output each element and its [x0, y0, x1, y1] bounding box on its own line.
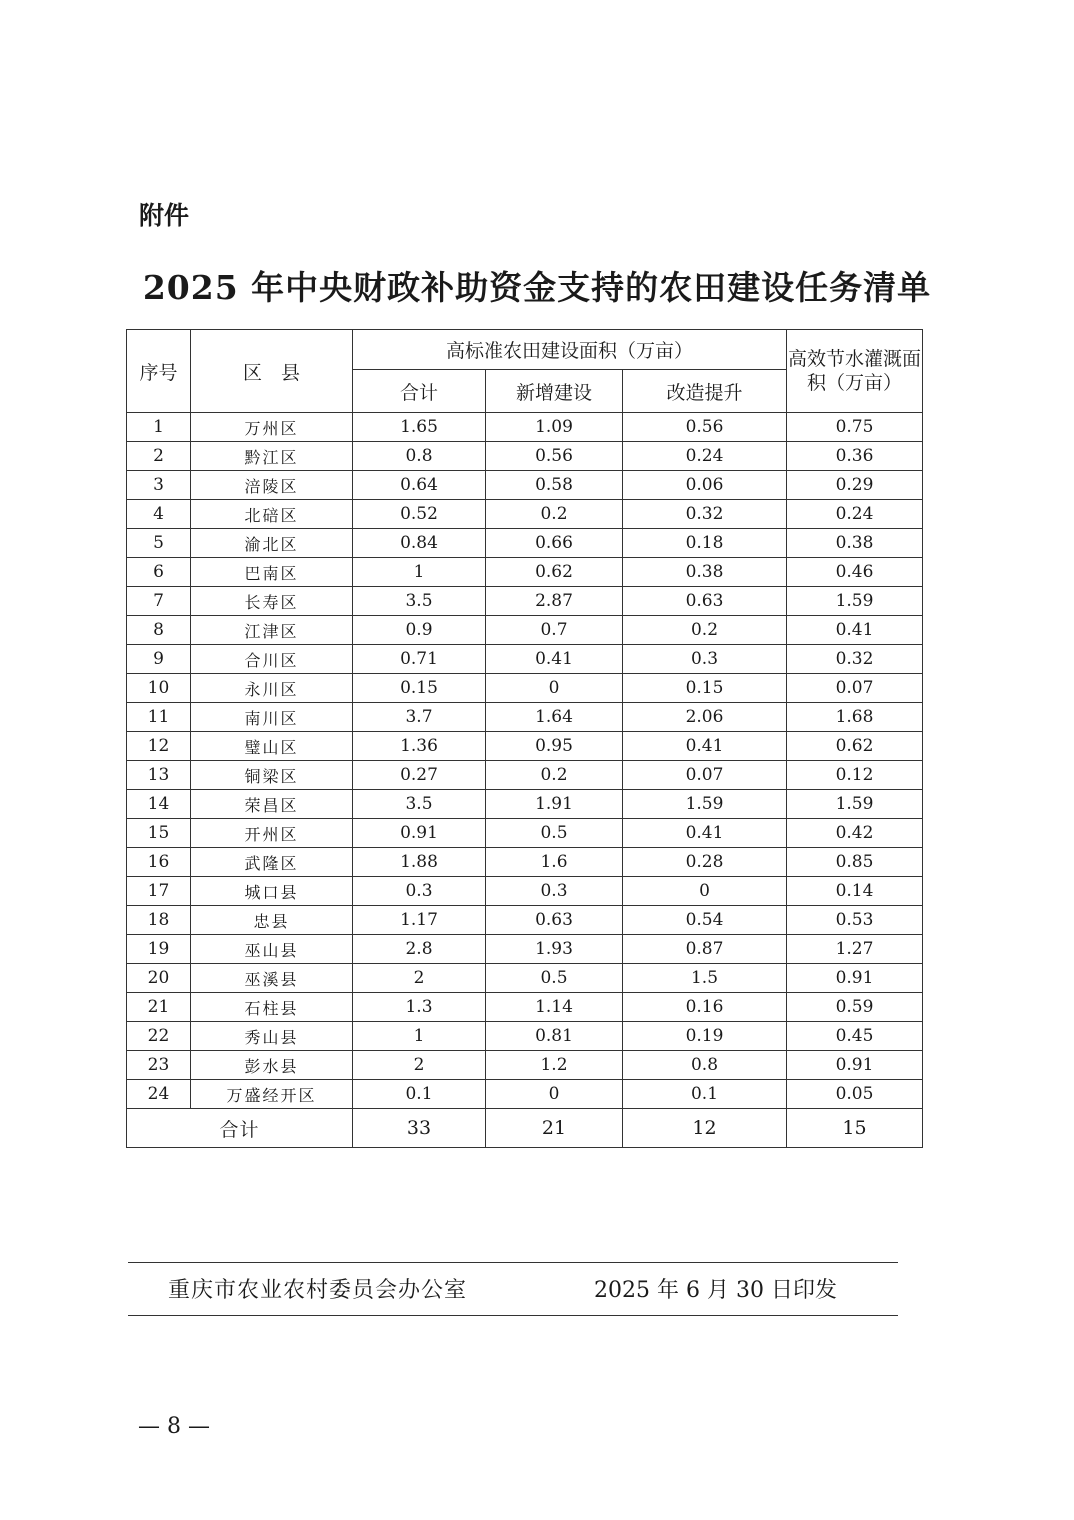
cell-county: 巴南区: [191, 558, 353, 587]
cell-total: 0.71: [353, 645, 486, 674]
cell-total: 0.27: [353, 761, 486, 790]
document-title: 2025 年中央财政补助资金支持的农田建设任务清单: [142, 268, 932, 307]
table-row: [127, 703, 923, 732]
cell-new: 0.5: [486, 964, 623, 993]
cell-upgrade: 0.06: [623, 471, 787, 500]
cell-irrigation: 0.07: [787, 674, 923, 703]
cell-total: 0.8: [353, 442, 486, 471]
cell-new: 1.93: [486, 935, 623, 964]
cell-no: 22: [127, 1022, 191, 1051]
cell-new: 1.91: [486, 790, 623, 819]
cell-upgrade: 0.63: [623, 587, 787, 616]
cell-total: 0.64: [353, 471, 486, 500]
cell-upgrade: 0.16: [623, 993, 787, 1022]
cell-upgrade: 0.54: [623, 906, 787, 935]
totals-label: 合计: [127, 1109, 353, 1148]
cell-irrigation: 1.68: [787, 703, 923, 732]
cell-upgrade: 0.41: [623, 819, 787, 848]
cell-no: 5: [127, 529, 191, 558]
cell-irrigation: 0.41: [787, 616, 923, 645]
cell-total: 0.91: [353, 819, 486, 848]
cell-no: 15: [127, 819, 191, 848]
cell-total: 2: [353, 1051, 486, 1080]
cell-no: 11: [127, 703, 191, 732]
cell-county: 城口县: [191, 877, 353, 906]
cell-new: 0: [486, 1080, 623, 1109]
cell-upgrade: 0.38: [623, 558, 787, 587]
cell-upgrade: 0.24: [623, 442, 787, 471]
table-row: [127, 616, 923, 645]
cell-no: 6: [127, 558, 191, 587]
cell-upgrade: 0.15: [623, 674, 787, 703]
cell-total: 2.8: [353, 935, 486, 964]
cell-county: 巫山县: [191, 935, 353, 964]
cell-irrigation: 0.14: [787, 877, 923, 906]
cell-new: 1.6: [486, 848, 623, 877]
header-seq: 序号: [127, 330, 191, 413]
cell-total: 0.1: [353, 1080, 486, 1109]
table-row: [127, 906, 923, 935]
attachment-label: 附件: [139, 201, 190, 230]
cell-upgrade: 0.8: [623, 1051, 787, 1080]
cell-irrigation: 0.91: [787, 964, 923, 993]
cell-county: 开州区: [191, 819, 353, 848]
cell-irrigation: 0.45: [787, 1022, 923, 1051]
cell-no: 17: [127, 877, 191, 906]
issue-date: 2025 年 6 月 30 日印发: [594, 1278, 837, 1303]
cell-total: 0.52: [353, 500, 486, 529]
cell-new: 1.14: [486, 993, 623, 1022]
cell-no: 21: [127, 993, 191, 1022]
cell-new: 0.41: [486, 645, 623, 674]
cell-irrigation: 1.27: [787, 935, 923, 964]
table-row: [127, 848, 923, 877]
cell-new: 0.2: [486, 500, 623, 529]
cell-irrigation: 0.46: [787, 558, 923, 587]
table-row: [127, 1051, 923, 1080]
cell-total: 3.5: [353, 790, 486, 819]
cell-upgrade: 0.18: [623, 529, 787, 558]
cell-new: 1.09: [486, 413, 623, 442]
cell-county: 永川区: [191, 674, 353, 703]
cell-no: 7: [127, 587, 191, 616]
cell-new: 0.3: [486, 877, 623, 906]
cell-new: 0.5: [486, 819, 623, 848]
cell-total: 1.65: [353, 413, 486, 442]
header-new: 新增建设: [486, 370, 623, 413]
cell-irrigation: 0.62: [787, 732, 923, 761]
cell-new: 0.95: [486, 732, 623, 761]
table-row: [127, 790, 923, 819]
cell-new: 0.63: [486, 906, 623, 935]
table-row: [127, 558, 923, 587]
cell-upgrade: 0.2: [623, 616, 787, 645]
cell-new: 0.58: [486, 471, 623, 500]
cell-no: 1: [127, 413, 191, 442]
cell-county: 涪陵区: [191, 471, 353, 500]
cell-no: 2: [127, 442, 191, 471]
cell-no: 4: [127, 500, 191, 529]
totals-new: 21: [486, 1109, 623, 1148]
cell-total: 1: [353, 558, 486, 587]
cell-county: 石柱县: [191, 993, 353, 1022]
cell-irrigation: 0.75: [787, 413, 923, 442]
cell-upgrade: 1.5: [623, 964, 787, 993]
table-row: [127, 877, 923, 906]
cell-no: 24: [127, 1080, 191, 1109]
cell-new: 0.66: [486, 529, 623, 558]
cell-no: 23: [127, 1051, 191, 1080]
cell-irrigation: 0.91: [787, 1051, 923, 1080]
table-row: [127, 1022, 923, 1051]
table-row: [127, 819, 923, 848]
cell-total: 2: [353, 964, 486, 993]
cell-county: 秀山县: [191, 1022, 353, 1051]
cell-upgrade: 0.87: [623, 935, 787, 964]
cell-irrigation: 0.42: [787, 819, 923, 848]
header-county: 区 县: [191, 330, 353, 413]
cell-upgrade: 0: [623, 877, 787, 906]
cell-no: 10: [127, 674, 191, 703]
cell-irrigation: 1.59: [787, 587, 923, 616]
cell-irrigation: 0.24: [787, 500, 923, 529]
cell-irrigation: 0.29: [787, 471, 923, 500]
cell-total: 1.17: [353, 906, 486, 935]
cell-no: 8: [127, 616, 191, 645]
cell-irrigation: 0.38: [787, 529, 923, 558]
cell-no: 19: [127, 935, 191, 964]
cell-no: 18: [127, 906, 191, 935]
totals-upgrade: 12: [623, 1109, 787, 1148]
cell-new: 0.7: [486, 616, 623, 645]
cell-upgrade: 0.3: [623, 645, 787, 674]
header-hsf-group: 高标准农田建设面积（万亩）: [353, 330, 787, 370]
cell-total: 1.88: [353, 848, 486, 877]
cell-county: 北碚区: [191, 500, 353, 529]
cell-county: 巫溪县: [191, 964, 353, 993]
totals-irrigation: 15: [787, 1109, 923, 1148]
cell-upgrade: 0.1: [623, 1080, 787, 1109]
cell-upgrade: 0.07: [623, 761, 787, 790]
cell-county: 忠县: [191, 906, 353, 935]
cell-new: 0: [486, 674, 623, 703]
task-table: [126, 329, 923, 1148]
cell-no: 12: [127, 732, 191, 761]
cell-county: 黔江区: [191, 442, 353, 471]
cell-no: 9: [127, 645, 191, 674]
table-row: [127, 471, 923, 500]
table-row: [127, 413, 923, 442]
header-irrigation: 高效节水灌溉面积（万亩）: [787, 330, 923, 413]
page-number: — 8 —: [138, 1414, 210, 1439]
table-row: [127, 761, 923, 790]
table-row: [127, 529, 923, 558]
table-row: [127, 935, 923, 964]
cell-county: 璧山区: [191, 732, 353, 761]
cell-total: 1: [353, 1022, 486, 1051]
table-body: [127, 413, 923, 1109]
cell-irrigation: 0.12: [787, 761, 923, 790]
cell-county: 江津区: [191, 616, 353, 645]
cell-upgrade: 0.32: [623, 500, 787, 529]
cell-county: 万州区: [191, 413, 353, 442]
cell-upgrade: 0.19: [623, 1022, 787, 1051]
cell-upgrade: 0.41: [623, 732, 787, 761]
cell-new: 0.81: [486, 1022, 623, 1051]
cell-irrigation: 0.36: [787, 442, 923, 471]
cell-new: 0.2: [486, 761, 623, 790]
cell-no: 13: [127, 761, 191, 790]
cell-county: 长寿区: [191, 587, 353, 616]
cell-upgrade: 1.59: [623, 790, 787, 819]
issuance-footer: [128, 1262, 898, 1316]
cell-total: 0.3: [353, 877, 486, 906]
cell-total: 1.36: [353, 732, 486, 761]
cell-total: 1.3: [353, 993, 486, 1022]
cell-total: 0.9: [353, 616, 486, 645]
cell-no: 3: [127, 471, 191, 500]
cell-new: 1.64: [486, 703, 623, 732]
table-row: [127, 674, 923, 703]
header-upgrade: 改造提升: [623, 370, 787, 413]
table-row: [127, 645, 923, 674]
table-row: [127, 1080, 923, 1109]
table-row: [127, 964, 923, 993]
cell-total: 0.15: [353, 674, 486, 703]
cell-no: 20: [127, 964, 191, 993]
cell-irrigation: 1.59: [787, 790, 923, 819]
cell-total: 3.5: [353, 587, 486, 616]
table-row: [127, 732, 923, 761]
cell-irrigation: 0.32: [787, 645, 923, 674]
table-row: [127, 500, 923, 529]
table-row: [127, 587, 923, 616]
header-total: 合计: [353, 370, 486, 413]
cell-new: 0.62: [486, 558, 623, 587]
cell-county: 万盛经开区: [191, 1080, 353, 1109]
cell-county: 武隆区: [191, 848, 353, 877]
cell-county: 彭水县: [191, 1051, 353, 1080]
cell-no: 16: [127, 848, 191, 877]
cell-upgrade: 0.28: [623, 848, 787, 877]
cell-upgrade: 2.06: [623, 703, 787, 732]
cell-irrigation: 0.59: [787, 993, 923, 1022]
cell-county: 合川区: [191, 645, 353, 674]
cell-county: 铜梁区: [191, 761, 353, 790]
cell-county: 荣昌区: [191, 790, 353, 819]
totals-total: 33: [353, 1109, 486, 1148]
cell-new: 2.87: [486, 587, 623, 616]
table-row: [127, 993, 923, 1022]
cell-county: 渝北区: [191, 529, 353, 558]
cell-irrigation: 0.53: [787, 906, 923, 935]
cell-new: 0.56: [486, 442, 623, 471]
issuer-name: 重庆市农业农村委员会办公室: [168, 1278, 468, 1303]
cell-irrigation: 0.85: [787, 848, 923, 877]
cell-total: 0.84: [353, 529, 486, 558]
cell-total: 3.7: [353, 703, 486, 732]
totals-row: [127, 1109, 923, 1148]
cell-county: 南川区: [191, 703, 353, 732]
cell-no: 14: [127, 790, 191, 819]
cell-upgrade: 0.56: [623, 413, 787, 442]
table-row: [127, 442, 923, 471]
cell-new: 1.2: [486, 1051, 623, 1080]
cell-irrigation: 0.05: [787, 1080, 923, 1109]
